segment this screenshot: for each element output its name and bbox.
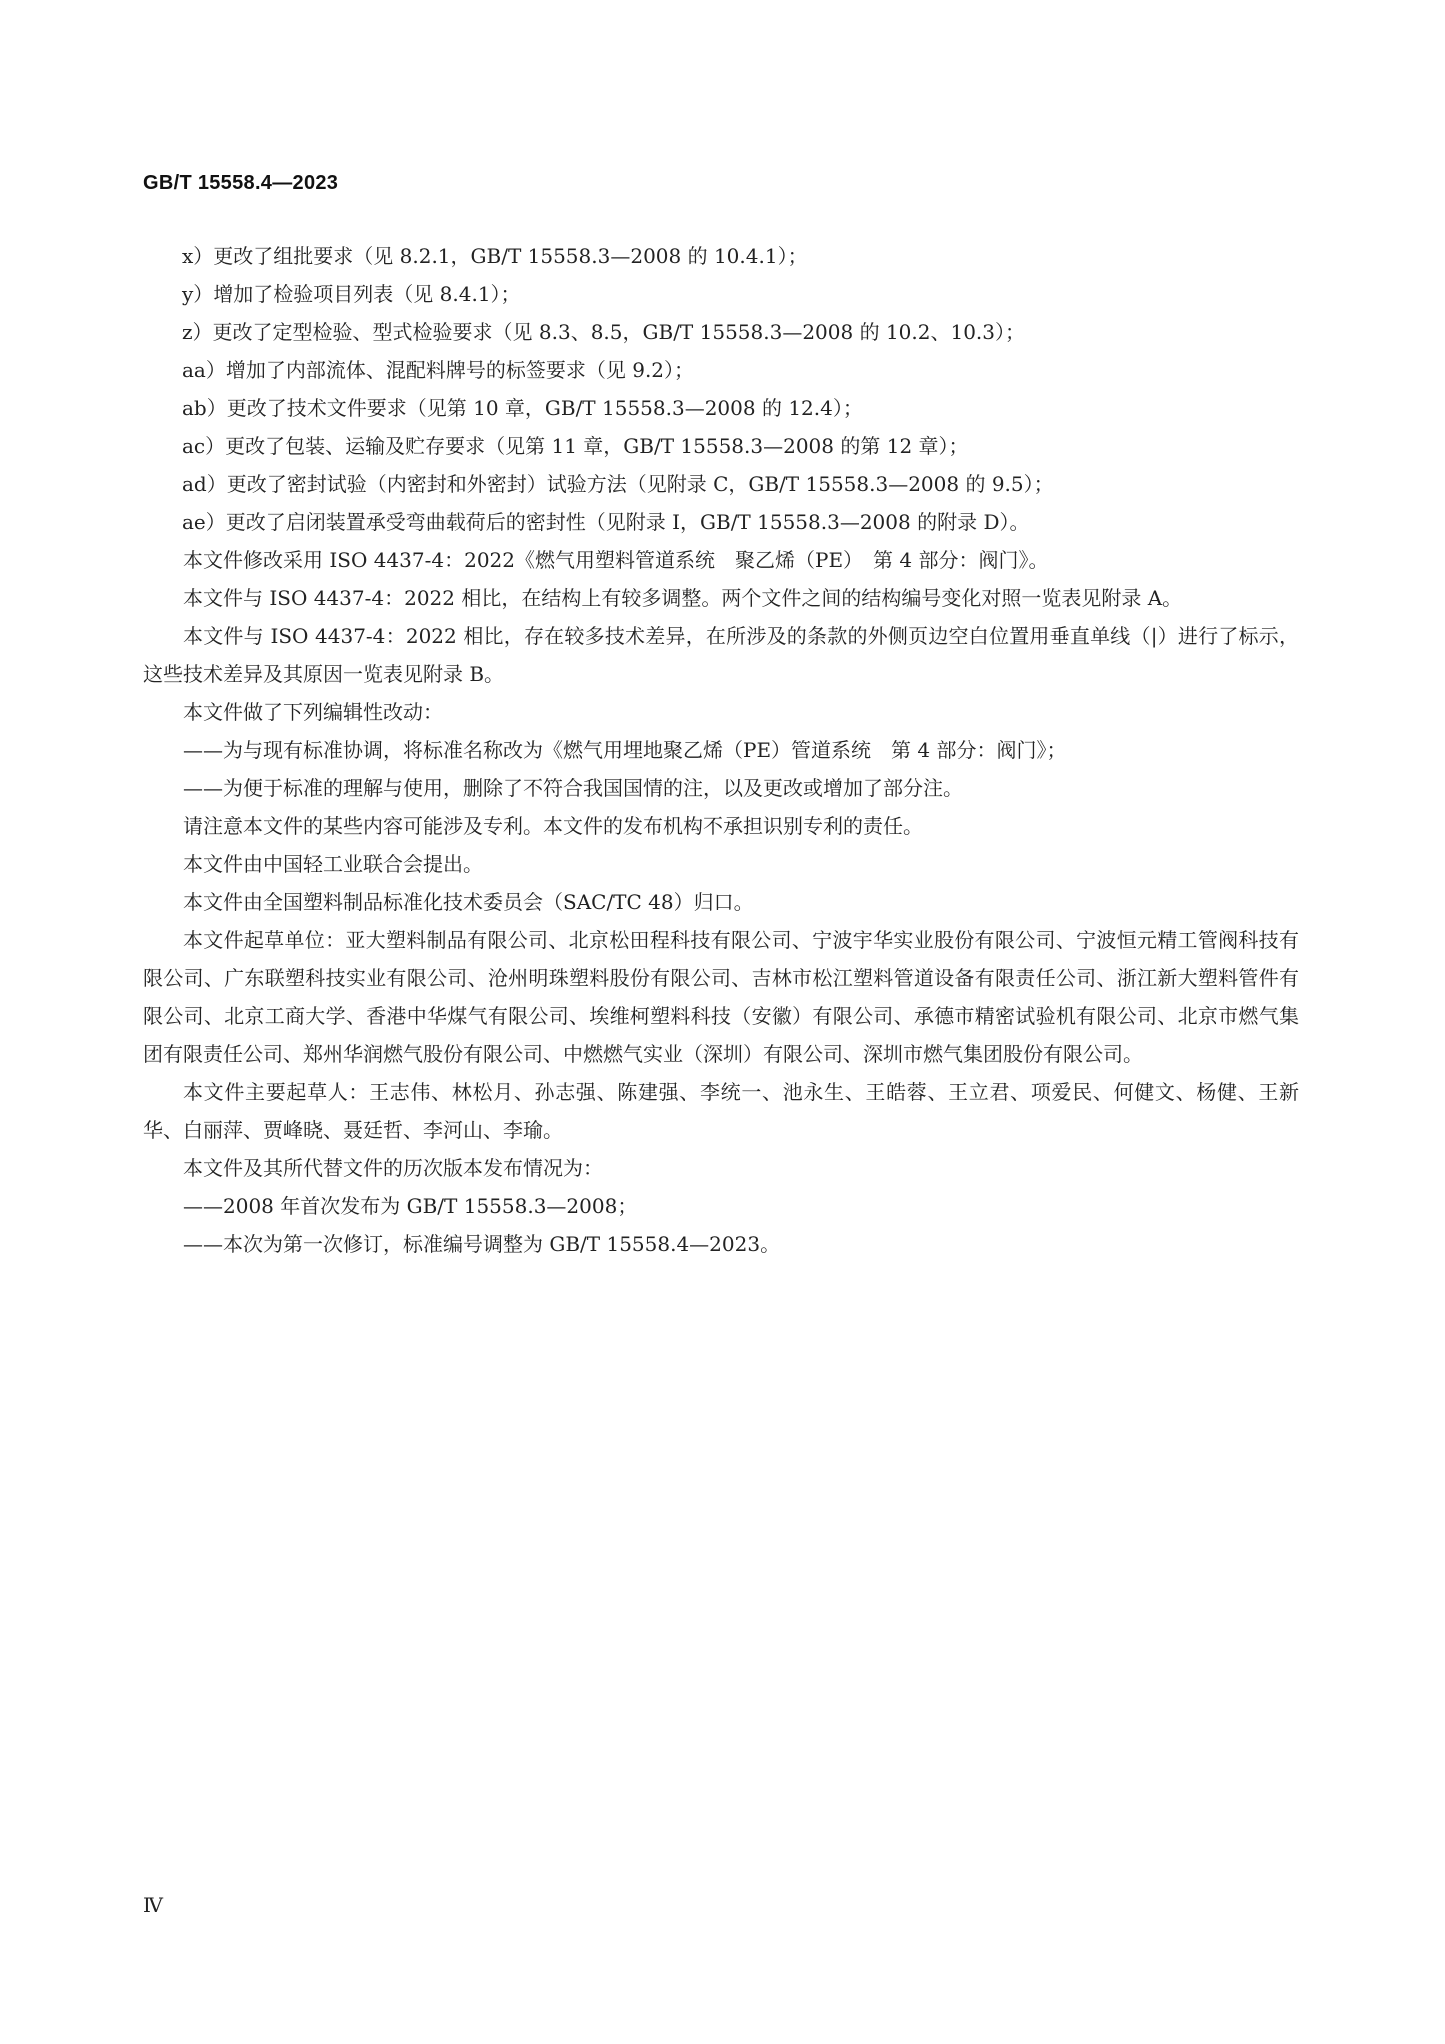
list-item-label: x）	[182, 244, 214, 268]
document-body	[143, 237, 1299, 1263]
document-number: GB/T 15558.4—2023	[143, 172, 339, 194]
technical-differences-paragraph: 本文件与 ISO 4437-4：2022 相比，存在较多技术差异，在所涉及的条款的外侧页边空白位置用垂直单线（|）进行了标示，这些技术差异及其原因一览表见附录 B。	[143, 624, 1299, 686]
editorial-change-item: ——为便于标准的理解与使用，删除了不符合我国国情的注，以及更改或增加了部分注。	[183, 776, 963, 800]
editorial-change-item: ——为与现有标准协调，将标准名称改为《燃气用埋地聚乙烯（PE）管道系统 第 4 部分：阀门》；	[183, 738, 1067, 762]
proposed-by-paragraph: 本文件由中国轻工业联合会提出。	[183, 852, 483, 876]
list-item-text: 增加了内部流体、混配料牌号的标签要求（见 9.2）；	[225, 358, 695, 382]
centralized-by-paragraph: 本文件由全国塑料制品标准化技术委员会（SAC/TC 48）归口。	[183, 890, 754, 914]
list-item	[143, 351, 1299, 389]
list-item	[143, 465, 1299, 503]
list-item	[143, 313, 1299, 351]
list-item-label: ae）	[182, 510, 226, 534]
editorial-intro-paragraph: 本文件做了下列编辑性改动：	[183, 700, 443, 724]
change-list	[143, 237, 1299, 541]
list-item	[143, 237, 1299, 275]
drafting-units-paragraph: 本文件起草单位：亚大塑料制品有限公司、北京松田程科技有限公司、宁波宇华实业股份有限公司、宁波恒元精工管阀科技有限公司、广东联塑科技实业有限公司、沧州明珠塑料股份有限公司、吉林市松江塑料管道设备有限责任公司、浙江新大塑料管件有限公司、北京工商大学、香港中华煤气有限公司、埃维柯塑料科技（安徽）有限公司、承德市精密试验机有限公司、北京市燃气集团有限责任公司、郑州华润燃气股份有限公司、中燃燃气实业（深圳）有限公司、深圳市燃气集团股份有限公司。	[143, 928, 1299, 1066]
list-item	[143, 503, 1299, 541]
list-item	[143, 389, 1299, 427]
list-item-label: aa）	[182, 358, 226, 382]
list-item-label: ab）	[182, 396, 227, 420]
adoption-paragraph: 本文件修改采用 ISO 4437-4：2022《燃气用塑料管道系统 聚乙烯（PE） 第 4 部分：阀门》。	[183, 548, 1049, 572]
list-item-text: 增加了检验项目列表（见 8.4.1）；	[213, 282, 521, 306]
page-number: Ⅳ	[143, 1893, 163, 1917]
list-item-text: 更改了密封试验（内密封和外密封）试验方法（见附录 C，GB/T 15558.3—2008 的 9.5）；	[226, 472, 1054, 496]
patent-paragraph: 请注意本文件的某些内容可能涉及专利。本文件的发布机构不承担识别专利的责任。	[183, 814, 923, 838]
list-item-label: z）	[182, 320, 213, 344]
drafters-paragraph: 本文件主要起草人：王志伟、林松月、孙志强、陈建强、李统一、池永生、王皓蓉、王立君、项爱民、何健文、杨健、王新华、白丽萍、贾峰晓、聂廷哲、李河山、李瑜。	[143, 1080, 1299, 1142]
list-item-label: y）	[182, 282, 214, 306]
list-item-text: 更改了技术文件要求（见第 10 章，GB/T 15558.3—2008 的 12.4）；	[226, 396, 863, 420]
structure-paragraph: 本文件与 ISO 4437-4：2022 相比，在结构上有较多调整。两个文件之间的结构编号变化对照一览表见附录 A。	[183, 586, 1183, 610]
list-item-label: ac）	[182, 434, 226, 458]
list-item-label: ad）	[182, 472, 227, 496]
history-intro-paragraph: 本文件及其所代替文件的历次版本发布情况为：	[183, 1156, 603, 1180]
list-item	[143, 275, 1299, 313]
list-item-text: 更改了定型检验、型式检验要求（见 8.3、8.5，GB/T 15558.3—2008 的 10.2、10.3）；	[212, 320, 1026, 344]
list-item	[143, 427, 1299, 465]
history-item: ——本次为第一次修订，标准编号调整为 GB/T 15558.4—2023。	[183, 1232, 781, 1256]
list-item-text: 更改了组批要求（见 8.2.1，GB/T 15558.3—2008 的 10.4.1）；	[213, 244, 808, 268]
list-item-text: 更改了启闭装置承受弯曲载荷后的密封性（见附录 I，GB/T 15558.3—2008 的附录 D）。	[225, 510, 1030, 534]
list-item-text: 更改了包装、运输及贮存要求（见第 11 章，GB/T 15558.3—2008 的第 12 章）；	[225, 434, 969, 458]
history-item: ——2008 年首次发布为 GB/T 15558.3—2008；	[183, 1194, 638, 1218]
